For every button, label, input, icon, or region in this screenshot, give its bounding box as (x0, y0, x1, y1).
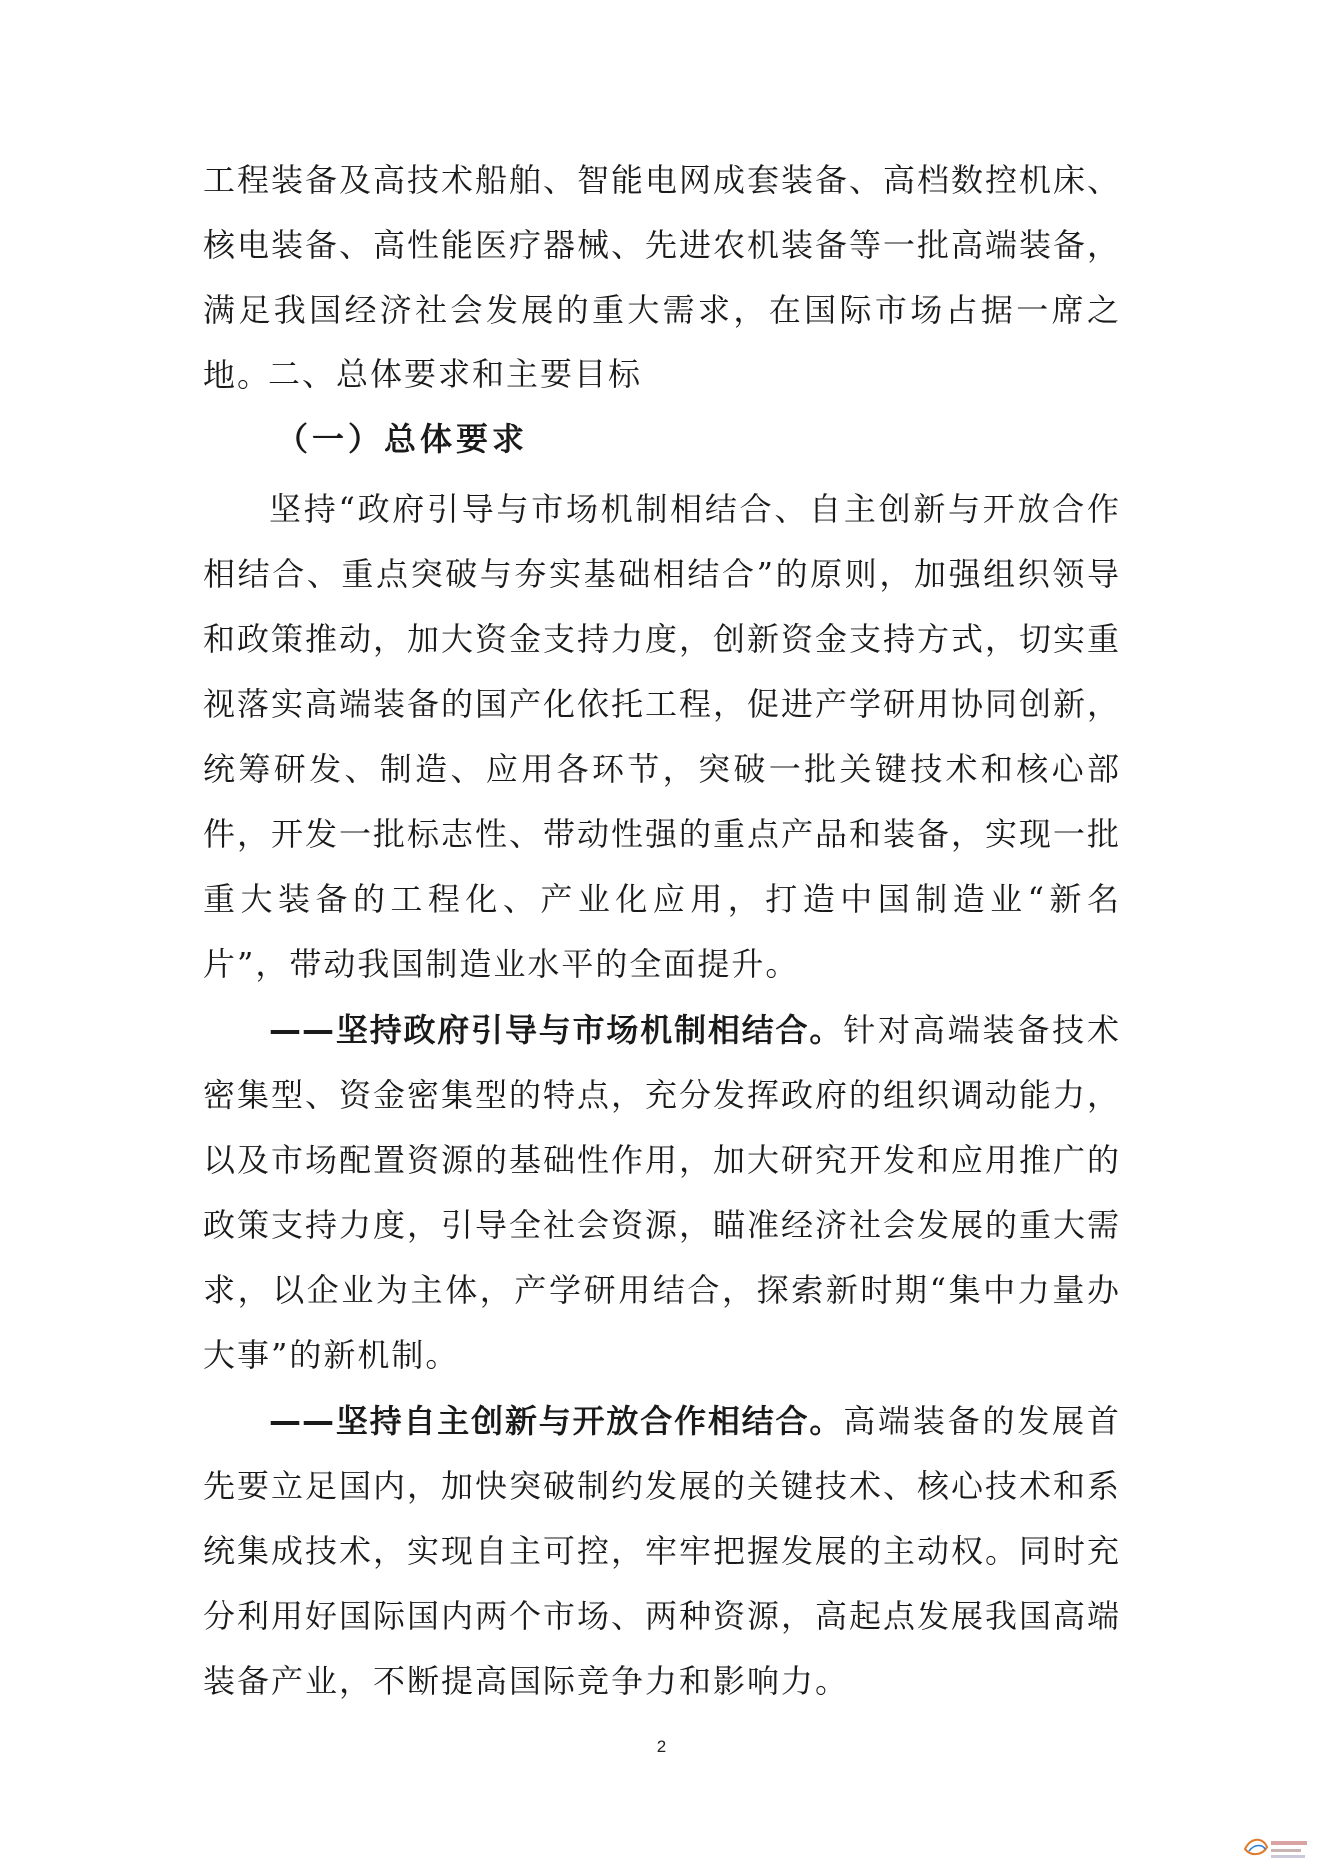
page-number: 2 (656, 1737, 667, 1756)
principle-paragraph-1 (203, 998, 1121, 1388)
principle-1-text: 针对高端装备技术密集型、资金密集型的特点，充分发挥政府的组织调动能力，以及市场配置资源的基础性作用，加大研究开发和应用推广的政策支持力度，引导全社会资源，瞄准经济社会发展的重大需求，以企业为主体，产学研用结合，探索新时期“集中力量办大事”的新机制。 (203, 1011, 1122, 1374)
continued-paragraph: 工程装备及高技术船舶、智能电网成套装备、高档数控机床、核电装备、高性能医疗器械、先进农机装备等一批高端装备，满足我国经济社会发展的重大需求，在国际市场占据一席之地。 (203, 161, 1122, 394)
general-requirements-paragraph: 坚持“政府引导与市场机制相结合、自主创新与开放合作相结合、重点突破与夯实基础相结合”的原则，加强组织领导和政策推动，加大资金支持力度，创新资金支持方式，切实重视落实高端装备的国产化依托工程，促进产学研用协同创新，统筹研发、制造、应用各环节，突破一批关键技术和核心部件，开发一批标志性、带动性强的重点产品和装备，实现一批重大装备的工程化、产业化应用，打造中国制造业“新名片”，带动我国制造业水平的全面提升。 (203, 490, 1122, 983)
principle-2-text: 高端装备的发展首先要立足国内，加快突破制约发展的关键技术、核心技术和系统集成技术，实现自主可控，牢牢把握发展的主动权。同时充分利用好国际国内两个市场、两种资源，高起点发展我国高端装备产业，不断提高国际竞争力和影响力。 (203, 1402, 1122, 1700)
subsection-heading: （一）总体要求 (276, 420, 529, 458)
principle-paragraph-2 (203, 1389, 1121, 1714)
site-logo-icon (1241, 1831, 1311, 1865)
principle-1-lead: ——坚持政府引导与市场机制相结合。 (269, 1011, 844, 1049)
section-heading: 二、总体要求和主要目标 (268, 355, 643, 393)
principle-2-lead: ——坚持自主创新与开放合作相结合。 (269, 1402, 844, 1440)
